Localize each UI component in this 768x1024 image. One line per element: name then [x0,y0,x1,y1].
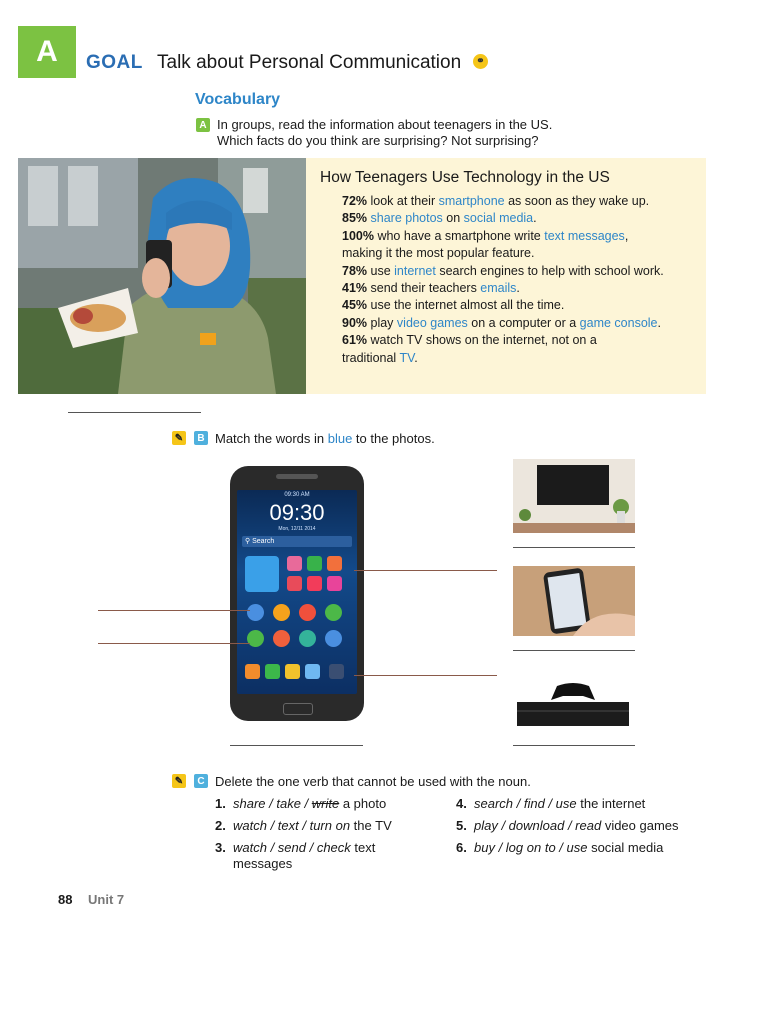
instruction-line: Which facts do you think are surprising? Not surprising? [217,133,539,148]
instruction-line: In groups, read the information about teenagers in the US. [217,117,553,132]
cloud-icon[interactable] [307,576,322,591]
fact-item [342,210,702,227]
answer-line[interactable] [513,745,635,746]
page-number: 88 [58,892,73,907]
instruction-text: Match the words in [215,431,328,446]
clock-time: 09:30 [269,500,325,525]
connector-line [98,643,250,644]
goal-title: Talk about Personal Communication [157,52,462,73]
answer-line[interactable] [230,745,363,746]
camera-icon[interactable] [287,556,302,571]
fact-percent: 45% [342,298,368,313]
vocab-keyword: share photos [370,211,443,226]
fact-item [342,280,702,297]
fact-text: send their teachers [367,281,481,296]
fact-text: . [516,281,520,296]
fact-text: . [414,350,418,365]
verb-options[interactable]: buy / log on to / use [474,840,588,855]
list-item [456,837,736,859]
phone-screen [237,490,357,694]
fact-text: . [533,211,537,226]
gallery-icon[interactable] [327,556,342,571]
noun: messages [233,856,293,871]
list-item [215,793,455,815]
music-icon[interactable] [307,556,322,571]
fact-item [342,350,702,367]
list-item [456,793,736,815]
exercise-a-instruction [217,117,552,149]
verb-options[interactable]: watch / send / check [233,840,351,855]
connector-line [354,570,497,571]
fact-item [342,193,702,210]
vocab-keyword: internet [394,263,436,278]
section-heading: Vocabulary [195,91,281,108]
vocab-keyword: emails [480,281,517,296]
fact-percent: 41% [342,281,368,296]
settings-icon[interactable] [287,576,302,591]
contacts-icon[interactable] [247,630,264,647]
fact-item [342,315,702,332]
edit-icon: ✎ [172,431,186,445]
item-number: 1. [215,796,226,811]
link-icon[interactable]: ⚭ [473,54,488,69]
verb-options: share / take / [233,796,312,811]
exercise-b-badge: B [194,431,208,445]
verb-options[interactable]: watch / text / turn on [233,818,351,833]
instruction-keyword: blue [327,431,353,446]
item-number: 3. [215,840,226,855]
teen-photo [18,158,306,394]
struck-verb[interactable]: write [311,796,340,811]
list-item [215,840,455,872]
verb-options[interactable]: play / download / read [474,818,602,833]
weather-icon[interactable] [305,664,320,679]
fact-text: play [367,315,397,330]
fact-item [342,297,702,314]
fact-item [342,263,702,280]
fact-item [342,228,702,245]
game-console-photo [513,680,635,730]
vocab-keyword: text messages [544,228,625,243]
answer-line[interactable] [513,547,635,548]
fact-item [342,245,702,262]
alarm-icon[interactable] [299,604,316,621]
noun: the TV [350,818,392,833]
edit-icon: ✎ [172,774,186,788]
shopping-cart-icon[interactable] [273,604,290,621]
vocab-keyword: social media [463,211,534,226]
search-bar[interactable] [242,536,352,547]
person-icon[interactable] [245,664,260,679]
calculator-icon[interactable] [245,556,279,592]
fact-text: making it the most popular feature. [342,246,535,261]
fact-text: , [624,228,629,243]
fact-text: as soon as they wake up. [504,194,650,208]
fact-text: watch TV shows on the internet, not on a [367,333,597,348]
vocab-keyword: game console [579,315,658,330]
note-icon[interactable] [327,576,342,591]
exercise-a-badge: A [196,118,210,132]
vocab-keyword: video games [396,315,468,330]
globe-icon[interactable] [273,630,290,647]
answer-line[interactable] [513,650,635,651]
exercise-c-instruction: Delete the one verb that cannot be used with the noun. [215,774,531,789]
list-item [456,815,736,837]
exercise-c-badge: C [194,774,208,788]
instruction-text: to the photos. [352,431,435,446]
item-number: 6. [456,840,467,855]
mail-icon[interactable] [285,664,300,679]
exercise-c-right-column [456,793,736,859]
wifi-icon[interactable] [299,630,316,647]
fact-percent: 90% [342,315,368,330]
fact-text: look at their [367,194,439,208]
app-grid-icon[interactable] [329,664,344,679]
list-item [215,815,455,837]
search-icon: ⚲ [245,538,251,545]
fact-text: on a computer or a [467,315,580,330]
fact-text: on [442,211,464,226]
connector-line [354,675,497,676]
fact-text: traditional [342,350,400,365]
fact-percent: 100% [342,228,374,243]
unit-label: Unit 7 [88,892,125,907]
noun: text [350,840,376,855]
email-icon[interactable] [247,604,264,621]
clock-date: Mon, 12/11 2014 [278,526,316,532]
vocab-keyword: smartphone [438,194,505,208]
lesson-tab: A [18,26,76,78]
noun: a photo [339,796,387,811]
fact-percent: 72% [342,194,368,208]
noun: the internet [576,796,646,811]
fact-percent: 61% [342,333,368,348]
fact-text: search engines to help with school work. [435,263,664,278]
search-placeholder: Search [252,538,275,545]
vocab-keyword: TV [399,350,415,365]
fact-text: use the internet almost all the time. [367,298,565,313]
home-button [283,703,313,715]
exercise-b-instruction [215,431,435,447]
info-panel [306,158,706,394]
fact-text: who have a smartphone write [373,228,545,243]
location-icon[interactable] [325,604,342,621]
info-panel-title: How Teenagers Use Technology in the US [320,169,610,186]
hand-with-phone-photo [513,566,635,636]
item-number: 4. [456,796,467,811]
phone-icon[interactable] [265,664,280,679]
verb-options[interactable]: search / find / use [474,796,577,811]
chart-icon[interactable] [325,630,342,647]
facts-list [342,193,702,367]
exercise-c-left-column [215,793,455,872]
noun: video games [601,818,679,833]
fact-percent: 85% [342,211,368,226]
fact-text: use [367,263,395,278]
noun: social media [587,840,664,855]
speaker-grille [276,474,318,479]
item-number: 5. [456,818,467,833]
tv-photo [513,459,635,533]
fact-item [342,332,702,349]
status-bar: 09:30 AM [284,492,310,498]
fact-text: . [657,315,661,330]
answer-line[interactable] [68,412,201,413]
connector-line [98,610,250,611]
fact-percent: 78% [342,263,368,278]
goal-label: GOAL [86,52,143,73]
item-number: 2. [215,818,226,833]
